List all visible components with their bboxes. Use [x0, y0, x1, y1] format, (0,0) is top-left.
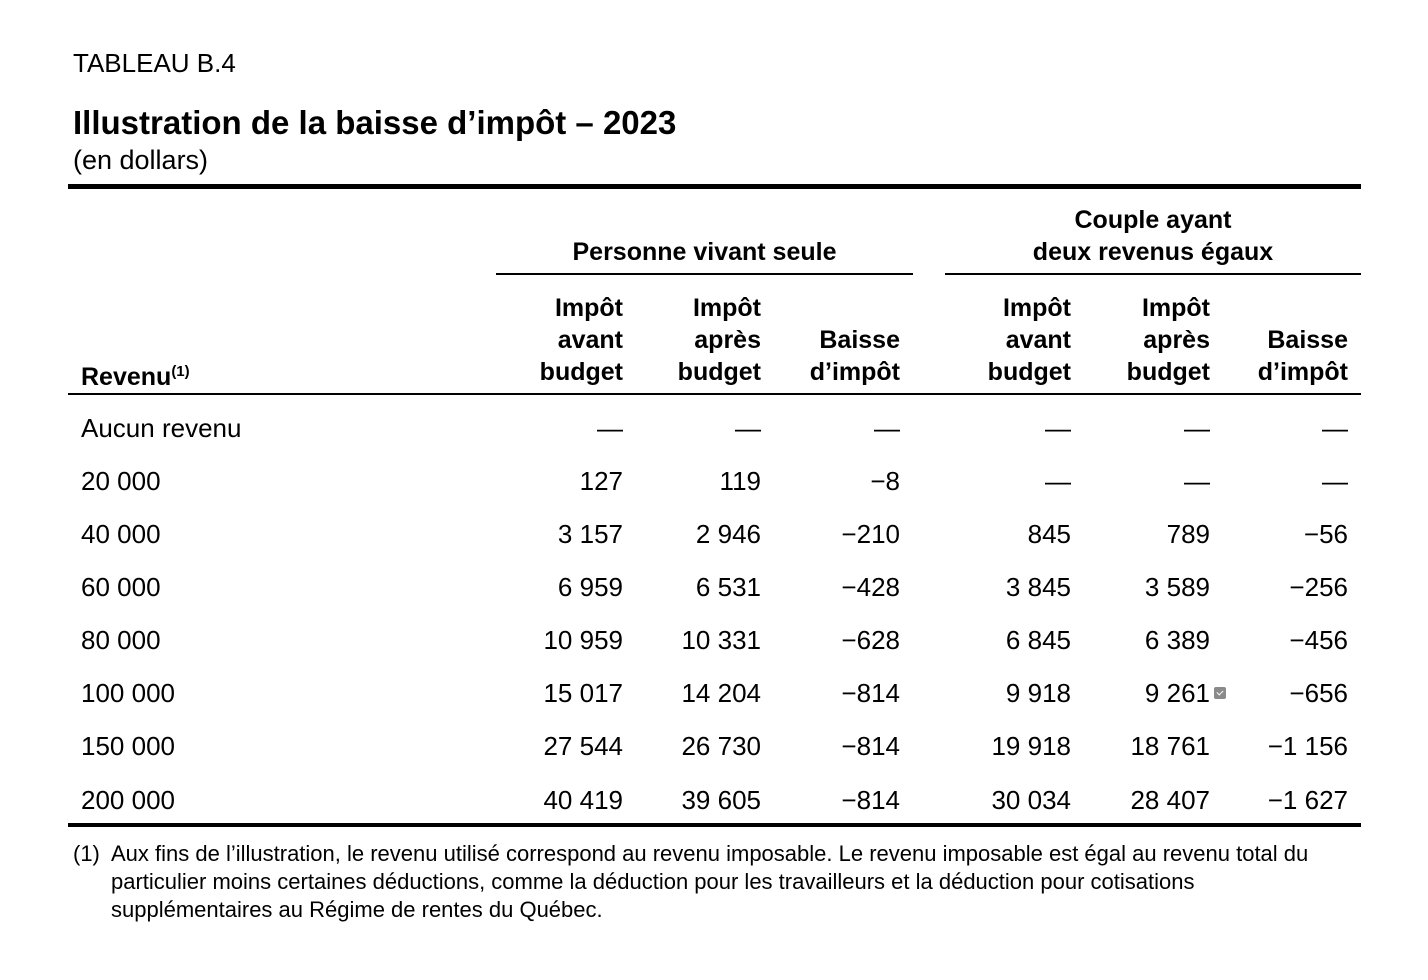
table-cell: 18 761	[1130, 731, 1210, 761]
footnote-number: (1)	[73, 841, 100, 866]
table-cell: 19 918	[991, 731, 1071, 761]
table-cell: 6 389	[1144, 625, 1210, 655]
column-header-impot-apres-budget-single: Impôt après budget	[677, 294, 761, 386]
table-cell: 845	[1027, 519, 1071, 549]
row-label: 80 000	[81, 625, 161, 655]
table-cell: −814	[841, 678, 900, 708]
row-label: 20 000	[81, 466, 161, 496]
table-cell: −628	[841, 625, 900, 655]
table-subtitle: (en dollars)	[73, 145, 209, 175]
table-cell: 6 959	[557, 572, 623, 602]
group1-rule	[496, 273, 913, 275]
table-cell: 119	[719, 466, 761, 496]
table-cell: —	[1045, 466, 1071, 496]
table-cell: −814	[841, 731, 900, 761]
bottom-rule	[68, 823, 1361, 827]
column-header-impot-avant-budget-couple: Impôt avant budget	[987, 294, 1071, 386]
table-cell: 30 034	[991, 785, 1071, 815]
row-label: 150 000	[81, 731, 175, 761]
table-cell: 789	[1166, 519, 1210, 549]
table-cell: 27 544	[543, 731, 623, 761]
table-cell: −1 627	[1267, 785, 1348, 815]
header-rule	[68, 393, 1361, 395]
table-cell: −1 156	[1267, 731, 1348, 761]
table-cell: 40 419	[543, 785, 623, 815]
table-cell: —	[1322, 466, 1348, 496]
group-header-single: Personne vivant seule	[572, 238, 837, 266]
table-cell: 127	[579, 466, 623, 496]
table-cell: 9 261	[1144, 678, 1210, 708]
row-label: 60 000	[81, 572, 161, 602]
table-cell: 3 845	[1005, 572, 1071, 602]
group2-rule	[945, 273, 1361, 275]
table-cell: −656	[1289, 678, 1348, 708]
table-cell: —	[1184, 413, 1210, 443]
table-cell: 9 918	[1005, 678, 1071, 708]
row-label: Aucun revenu	[81, 413, 242, 443]
table-cell: −428	[841, 572, 900, 602]
row-label: 200 000	[81, 785, 175, 815]
column-header-impot-apres-budget-couple: Impôt après budget	[1126, 294, 1210, 386]
table-cell: 10 331	[681, 625, 761, 655]
table-cell: —	[874, 413, 900, 443]
footnote-text: Aux fins de l’illustration, le revenu utilisé correspond au revenu imposable. Le revenu imposable est égal au revenu total du particulier moins certaines déductions, comme la déduction pour les travailleurs et la déduction pour cotisations supplémentaires au Régime de rentes du Québec.	[111, 841, 1309, 922]
table-label: TABLEAU B.4	[73, 48, 236, 78]
table-cell: 2 946	[695, 519, 761, 549]
table-cell: 3 157	[557, 519, 623, 549]
table-cell: −256	[1289, 572, 1348, 602]
column-header-baisse-impot-single: Baisse d’impôt	[809, 326, 900, 386]
table-cell: 14 204	[681, 678, 761, 708]
column-header-baisse-impot-couple: Baisse d’impôt	[1257, 326, 1348, 386]
comment-marker-icon[interactable]	[1214, 687, 1226, 699]
table-cell: —	[597, 413, 623, 443]
table-cell: —	[735, 413, 761, 443]
table-cell: −814	[841, 785, 900, 815]
table-cell: −210	[841, 519, 900, 549]
table-cell: —	[1045, 413, 1071, 443]
group-header-couple: Couple ayant deux revenus égaux	[1032, 206, 1274, 266]
table-cell: −456	[1289, 625, 1348, 655]
table-cell: −56	[1303, 519, 1348, 549]
table-cell: 6 845	[1005, 625, 1071, 655]
table-cell: 6 531	[695, 572, 761, 602]
table-cell: 15 017	[543, 678, 623, 708]
table-title: Illustration de la baisse d’impôt – 2023	[73, 104, 677, 141]
column-header-revenu: Revenu$^{(1)}$	[81, 363, 190, 391]
row-label: 100 000	[81, 678, 175, 708]
table-cell: 28 407	[1130, 785, 1210, 815]
table-cell: —	[1322, 413, 1348, 443]
table-cell: 26 730	[681, 731, 761, 761]
table-cell: 39 605	[681, 785, 761, 815]
table-cell: 3 589	[1144, 572, 1210, 602]
top-rule	[68, 184, 1361, 189]
table-cell: 10 959	[543, 625, 623, 655]
column-header-impot-avant-budget-single: Impôt avant budget	[539, 294, 623, 386]
footnote-ref: (1)	[171, 363, 190, 380]
table-cell: −8	[870, 466, 900, 496]
table-cell: —	[1184, 466, 1210, 496]
row-label: 40 000	[81, 519, 161, 549]
